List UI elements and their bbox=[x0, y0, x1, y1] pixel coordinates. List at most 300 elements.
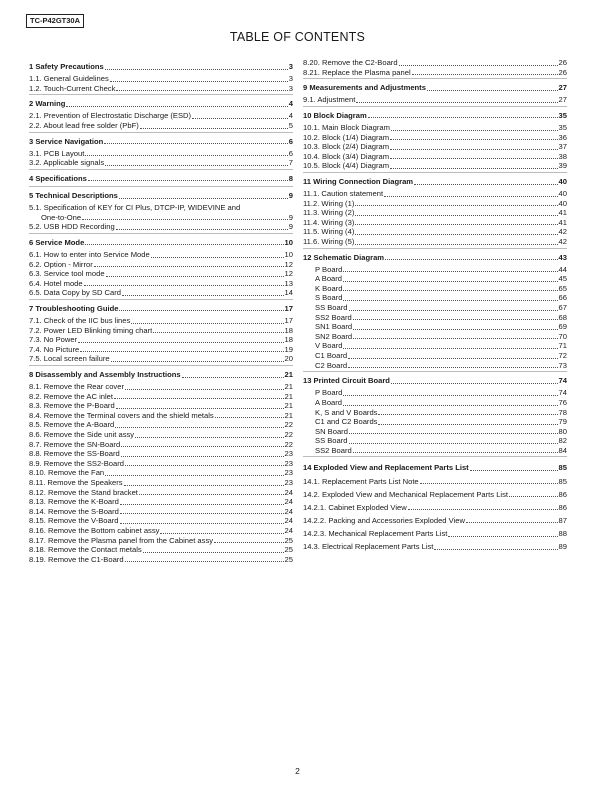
toc-entry[interactable] bbox=[303, 341, 567, 351]
dot-leader bbox=[214, 542, 284, 543]
toc-page-number: 19 bbox=[284, 344, 293, 354]
toc-entry-title: 11.4. Wiring (3) bbox=[303, 217, 355, 227]
toc-page-number: 73 bbox=[558, 360, 567, 370]
dot-leader bbox=[390, 168, 557, 169]
toc-page-number: 66 bbox=[558, 293, 567, 303]
toc-page-number: 24 bbox=[284, 525, 293, 535]
toc-page-number: 71 bbox=[558, 341, 567, 351]
dot-leader bbox=[399, 65, 558, 66]
toc-entry-title: SS2 Board bbox=[315, 312, 352, 322]
dot-leader bbox=[88, 180, 288, 181]
toc-entry-title: 11.3. Wiring (2) bbox=[303, 208, 355, 218]
toc-entry[interactable] bbox=[29, 149, 293, 159]
dot-leader bbox=[94, 266, 284, 267]
dot-leader bbox=[343, 271, 557, 272]
toc-entry[interactable] bbox=[303, 208, 567, 218]
dot-leader bbox=[121, 446, 283, 447]
toc-entry[interactable] bbox=[303, 227, 567, 237]
toc-entry[interactable] bbox=[29, 411, 293, 421]
toc-page-number: 22 bbox=[284, 439, 293, 449]
toc-page-number: 3 bbox=[288, 83, 293, 93]
toc-entry-title: 8 Disassembly and Assembly Instructions bbox=[29, 369, 181, 379]
toc-entry-title: 4 Specifications bbox=[29, 173, 87, 183]
toc-entry-title: 6.4. Hotel mode bbox=[29, 278, 83, 288]
toc-entry-title: 8.2. Remove the AC inlet bbox=[29, 391, 113, 401]
dot-leader bbox=[349, 310, 558, 311]
dot-leader bbox=[414, 184, 557, 185]
toc-entry[interactable] bbox=[29, 459, 293, 469]
dot-leader bbox=[355, 244, 557, 245]
toc-entry-title: K Board bbox=[315, 283, 343, 293]
toc-entry[interactable] bbox=[303, 436, 567, 446]
toc-page-number: 25 bbox=[284, 545, 293, 555]
toc-entry[interactable] bbox=[303, 446, 567, 456]
dot-leader bbox=[391, 130, 558, 131]
dot-leader bbox=[115, 427, 283, 428]
section-separator bbox=[303, 78, 567, 79]
toc-entry[interactable] bbox=[29, 507, 293, 517]
toc-entry[interactable] bbox=[303, 218, 567, 228]
toc-entry[interactable] bbox=[29, 222, 293, 232]
toc-entry-title: 7 Troubleshooting Guide bbox=[29, 303, 119, 313]
toc-entry-title: 11.2. Wiring (1) bbox=[303, 198, 355, 208]
dot-leader bbox=[356, 102, 557, 103]
toc-entry[interactable] bbox=[303, 123, 567, 133]
dot-leader bbox=[116, 229, 288, 230]
toc-page-number: 87 bbox=[558, 515, 567, 525]
toc-entry[interactable] bbox=[303, 322, 567, 332]
toc-entry-title: C2 Board bbox=[315, 360, 348, 370]
toc-entry[interactable] bbox=[29, 316, 293, 326]
toc-page-number: 10 bbox=[284, 237, 293, 247]
toc-page-number: 45 bbox=[558, 274, 567, 284]
toc-page-number: 22 bbox=[284, 430, 293, 439]
dot-leader bbox=[343, 290, 557, 291]
toc-page-number: 21 bbox=[284, 369, 293, 379]
toc-page-number: 41 bbox=[558, 208, 567, 218]
dot-leader bbox=[215, 417, 284, 418]
toc-page-number: 24 bbox=[284, 516, 293, 526]
dot-leader bbox=[139, 494, 284, 495]
toc-entry[interactable] bbox=[29, 516, 293, 526]
dot-leader bbox=[119, 198, 288, 199]
toc-entry-title: 8.13. Remove the K-Board bbox=[29, 497, 119, 507]
toc-entry[interactable] bbox=[303, 516, 567, 526]
toc-entry-title: 14.2. Exploded View and Mechanical Replacement Parts List bbox=[303, 489, 509, 499]
toc-page-number: 89 bbox=[558, 542, 567, 552]
toc-page-number: 86 bbox=[558, 502, 567, 512]
dot-leader bbox=[120, 504, 284, 505]
toc-entry[interactable] bbox=[303, 529, 567, 539]
toc-page-number: 21 bbox=[284, 410, 293, 420]
toc-entry[interactable] bbox=[29, 488, 293, 498]
toc-entry[interactable] bbox=[303, 332, 567, 342]
toc-entry-title: 10 Block Diagram bbox=[303, 110, 367, 120]
toc-page-number: 40 bbox=[558, 198, 567, 208]
dot-leader bbox=[343, 300, 557, 301]
dot-leader bbox=[420, 483, 558, 484]
toc-page-number: 12 bbox=[284, 259, 293, 269]
toc-page-number: 9 bbox=[288, 212, 293, 222]
toc-entry[interactable] bbox=[29, 203, 293, 222]
toc-entry[interactable] bbox=[303, 427, 567, 437]
toc-entry[interactable] bbox=[29, 392, 293, 402]
toc-page-number: 35 bbox=[558, 110, 567, 120]
dot-leader bbox=[353, 329, 557, 330]
toc-entry-title: 6 Service Mode bbox=[29, 237, 85, 247]
dot-leader bbox=[343, 405, 558, 406]
dot-leader bbox=[143, 552, 284, 553]
dot-leader bbox=[343, 281, 558, 282]
toc-entry[interactable] bbox=[303, 398, 567, 408]
toc-entry-title: A Board bbox=[315, 397, 343, 407]
section-separator bbox=[29, 94, 293, 95]
toc-page-number: 3 bbox=[288, 62, 293, 71]
toc-page-number: 85 bbox=[558, 476, 567, 486]
toc-page-number: 40 bbox=[558, 189, 567, 199]
dot-leader bbox=[131, 323, 283, 324]
toc-entry[interactable] bbox=[29, 545, 293, 555]
toc-page-number: 42 bbox=[558, 227, 567, 237]
toc-entry[interactable] bbox=[29, 382, 293, 392]
toc-page-number: 76 bbox=[558, 397, 567, 407]
toc-entry-title: 13 Printed Circuit Board bbox=[303, 376, 390, 386]
toc-page-number: 69 bbox=[558, 322, 567, 332]
toc-entry[interactable] bbox=[303, 303, 567, 313]
toc-entry[interactable] bbox=[303, 199, 567, 209]
toc-entry[interactable] bbox=[303, 490, 567, 500]
toc-entry[interactable] bbox=[303, 161, 567, 171]
toc-entry[interactable] bbox=[29, 345, 293, 355]
toc-section-heading[interactable] bbox=[29, 191, 293, 201]
dot-leader bbox=[122, 295, 284, 296]
toc-page-number: 9 bbox=[288, 222, 293, 232]
section-separator bbox=[29, 132, 293, 133]
section-separator bbox=[303, 371, 567, 372]
toc-page-number: 4 bbox=[288, 99, 293, 109]
toc-entry[interactable] bbox=[29, 250, 293, 260]
toc-section-heading[interactable] bbox=[29, 370, 293, 380]
toc-entry-title: 10.4. Block (3/4) Diagram bbox=[303, 151, 390, 161]
toc-entry-title: 7.3. No Power bbox=[29, 335, 78, 345]
toc-entry[interactable] bbox=[303, 408, 567, 418]
toc-entry[interactable] bbox=[29, 497, 293, 507]
toc-entry-title: 8.10. Remove the Fan bbox=[29, 468, 105, 478]
dot-leader bbox=[470, 470, 558, 471]
toc-entry-title: 11.6. Wiring (5) bbox=[303, 237, 355, 246]
toc-entry-title: 5.1. Specification of KEY for CI Plus, DTCP-IP, WIDEVINE and bbox=[29, 203, 241, 213]
dot-leader bbox=[104, 143, 287, 144]
dot-leader bbox=[384, 196, 557, 197]
dot-leader bbox=[434, 549, 557, 550]
toc-page-number: 5 bbox=[288, 120, 293, 130]
toc-entry-continuation bbox=[29, 213, 293, 223]
toc-page-number: 27 bbox=[558, 95, 567, 105]
toc-page-number: 25 bbox=[284, 535, 293, 545]
toc-entry-title: S Board bbox=[315, 293, 343, 303]
toc-entry-title: 11.1. Caution statement bbox=[303, 189, 384, 199]
toc-entry[interactable] bbox=[303, 388, 567, 398]
toc-entry-title: 8.4. Remove the Terminal covers and the shield metals bbox=[29, 410, 214, 420]
dot-leader bbox=[355, 205, 557, 206]
toc-page-number: 20 bbox=[284, 354, 293, 364]
toc-entry-title: SS2 Board bbox=[315, 445, 352, 455]
toc-entry[interactable] bbox=[29, 526, 293, 536]
toc-page-number: 23 bbox=[284, 449, 293, 459]
toc-entry[interactable] bbox=[29, 536, 293, 546]
toc-entry[interactable] bbox=[29, 555, 293, 565]
dot-leader bbox=[160, 533, 283, 534]
toc-page-number: 42 bbox=[558, 237, 567, 246]
toc-page-number: 24 bbox=[284, 506, 293, 516]
toc-entry[interactable] bbox=[29, 430, 293, 440]
section-separator bbox=[29, 365, 293, 366]
toc-entry-title: 7.4. No Picture bbox=[29, 344, 80, 354]
toc-entry-title: P Board bbox=[315, 388, 343, 398]
dot-leader bbox=[121, 456, 284, 457]
toc-section-heading[interactable] bbox=[303, 253, 567, 263]
toc-page-number: 80 bbox=[558, 426, 567, 436]
toc-entry[interactable] bbox=[303, 68, 567, 78]
dot-leader bbox=[140, 128, 288, 129]
dot-leader bbox=[343, 348, 557, 349]
toc-entry[interactable] bbox=[29, 269, 293, 279]
dot-leader bbox=[348, 358, 557, 359]
dot-leader bbox=[466, 522, 558, 523]
toc-entry-title: 14.3. Electrical Replacement Parts List bbox=[303, 542, 434, 552]
toc-entry[interactable] bbox=[303, 361, 567, 371]
toc-entry[interactable] bbox=[303, 417, 567, 427]
dot-leader bbox=[135, 437, 283, 438]
toc-entry-title: 8.3. Remove the P-Board bbox=[29, 401, 115, 411]
toc-entry-title: 14.2.2. Packing and Accessories Exploded View bbox=[303, 515, 465, 525]
toc-section-heading[interactable] bbox=[303, 177, 567, 187]
toc-entry[interactable] bbox=[29, 74, 293, 84]
toc-page-number: 14 bbox=[284, 288, 293, 298]
toc-section-heading[interactable] bbox=[29, 62, 293, 72]
toc-page-number: 24 bbox=[284, 487, 293, 497]
toc-section-heading[interactable] bbox=[29, 238, 293, 248]
dot-leader bbox=[85, 244, 283, 245]
toc-page-number: 35 bbox=[558, 122, 567, 132]
dot-leader bbox=[353, 338, 557, 339]
toc-entry[interactable] bbox=[29, 111, 293, 121]
toc-entry-title: 1.1. General Guidelines bbox=[29, 74, 109, 84]
toc-entry[interactable] bbox=[303, 542, 567, 552]
dot-leader bbox=[427, 90, 558, 91]
toc-entry-title: 8.15. Remove the V-Board bbox=[29, 516, 119, 526]
dot-leader bbox=[111, 361, 284, 362]
toc-entry[interactable] bbox=[29, 335, 293, 345]
section-separator bbox=[29, 186, 293, 187]
dot-leader bbox=[85, 155, 287, 156]
toc-entry[interactable] bbox=[303, 133, 567, 143]
toc-entry[interactable] bbox=[29, 121, 293, 131]
toc-entry-title: 6.1. How to enter into Service Mode bbox=[29, 249, 150, 259]
toc-entry-title: 8.14. Remove the S-Board bbox=[29, 506, 119, 516]
toc-entry-title: 1.2. Touch-Current Check bbox=[29, 83, 116, 93]
toc-page-number: 38 bbox=[558, 151, 567, 161]
toc-section-heading[interactable] bbox=[303, 83, 567, 93]
section-separator bbox=[29, 233, 293, 234]
toc-entry-title: K, S and V Boards bbox=[315, 407, 378, 417]
toc-page-number: 86 bbox=[558, 489, 567, 499]
toc-section-heading[interactable] bbox=[303, 111, 567, 121]
toc-section-heading[interactable] bbox=[303, 376, 567, 386]
toc-page-number: 26 bbox=[558, 67, 567, 77]
toc-entry[interactable] bbox=[303, 503, 567, 513]
toc-entry-title: 10.2. Block (1/4) Diagram bbox=[303, 132, 390, 142]
toc-entry-title: C1 and C2 Boards bbox=[315, 417, 378, 427]
toc-entry[interactable] bbox=[29, 326, 293, 336]
toc-entry-title: 14.1. Replacement Parts List Note bbox=[303, 476, 419, 486]
toc-page-number: 27 bbox=[558, 83, 567, 93]
toc-section-heading[interactable] bbox=[29, 99, 293, 109]
toc-entry[interactable] bbox=[29, 84, 293, 94]
toc-entry[interactable] bbox=[29, 260, 293, 270]
toc-entry-title: 8.19. Remove the C1-Board bbox=[29, 554, 124, 564]
toc-page-number: 43 bbox=[558, 252, 567, 262]
toc-page-number: 9 bbox=[288, 190, 293, 200]
toc-page-number: 39 bbox=[558, 161, 567, 171]
toc-entry-title: 8.21. Replace the Plasma panel bbox=[303, 67, 411, 77]
toc-entry-title-cont: One-to-One bbox=[41, 212, 82, 222]
toc-entry[interactable] bbox=[303, 237, 567, 247]
dot-leader bbox=[448, 536, 557, 537]
toc-page-number: 6 bbox=[288, 136, 293, 146]
toc-page-number: 70 bbox=[558, 331, 567, 341]
toc-entry[interactable] bbox=[303, 351, 567, 361]
dot-leader bbox=[385, 259, 558, 260]
toc-entry-title: V Board bbox=[315, 341, 343, 351]
dot-leader bbox=[348, 367, 557, 368]
toc-page-number: 17 bbox=[284, 315, 293, 325]
dot-leader bbox=[124, 485, 284, 486]
toc-page-number: 18 bbox=[284, 335, 293, 345]
toc-entry[interactable] bbox=[303, 95, 567, 105]
toc-entry[interactable] bbox=[29, 468, 293, 478]
toc-page-number: 21 bbox=[284, 401, 293, 411]
toc-section-heading[interactable] bbox=[303, 463, 567, 473]
toc-entry[interactable] bbox=[303, 284, 567, 294]
toc-page-number: 85 bbox=[558, 463, 567, 473]
toc-entry[interactable] bbox=[29, 158, 293, 168]
dot-leader bbox=[105, 69, 288, 70]
toc-entry[interactable] bbox=[303, 189, 567, 199]
section-separator bbox=[303, 172, 567, 173]
toc-section-heading[interactable] bbox=[29, 174, 293, 184]
toc-page-number: 65 bbox=[558, 283, 567, 293]
dot-leader bbox=[355, 224, 557, 225]
dot-leader bbox=[390, 139, 557, 140]
toc-page-number: 6 bbox=[288, 148, 293, 158]
dot-leader bbox=[390, 149, 557, 150]
dot-leader bbox=[125, 465, 284, 466]
toc-page-number: 12 bbox=[284, 269, 293, 279]
toc-page-number: 23 bbox=[284, 477, 293, 487]
section-separator bbox=[29, 169, 293, 170]
toc-entry-title: 11 Wiring Connection Diagram bbox=[303, 176, 414, 186]
toc-entry[interactable] bbox=[303, 265, 567, 275]
toc-entry-title: 7.2. Power LED Blinking timing chart bbox=[29, 325, 153, 335]
toc-entry[interactable] bbox=[303, 477, 567, 487]
toc-entry-title: SS Board bbox=[315, 303, 348, 313]
dot-leader bbox=[408, 509, 558, 510]
toc-entry[interactable] bbox=[29, 354, 293, 364]
toc-entry-title: 14.2.3. Mechanical Replacement Parts List bbox=[303, 528, 448, 538]
toc-entry-title: 2 Warning bbox=[29, 99, 66, 109]
toc-page-number: 24 bbox=[284, 497, 293, 507]
toc-page-number: 10 bbox=[284, 249, 293, 259]
toc-entry[interactable] bbox=[29, 440, 293, 450]
toc-entry[interactable] bbox=[303, 58, 567, 68]
toc-section-heading[interactable] bbox=[29, 304, 293, 314]
toc-page-number: 26 bbox=[558, 58, 567, 67]
toc-entry[interactable] bbox=[303, 293, 567, 303]
dot-leader bbox=[78, 342, 283, 343]
dot-leader bbox=[82, 219, 288, 220]
toc-entry[interactable] bbox=[29, 288, 293, 298]
dot-leader bbox=[110, 81, 288, 82]
toc-entry-title: 8.8. Remove the SS-Board bbox=[29, 449, 120, 459]
dot-leader bbox=[105, 165, 288, 166]
dot-leader bbox=[368, 117, 558, 118]
toc-page-number: 21 bbox=[284, 391, 293, 401]
toc-page-number: 74 bbox=[558, 376, 567, 386]
toc-page-number: 4 bbox=[288, 111, 293, 121]
toc-entry-title: 9 Measurements and Adjustments bbox=[303, 83, 426, 93]
toc-entry-title: 8.6. Remove the Side unit assy bbox=[29, 430, 135, 439]
dot-leader bbox=[349, 433, 558, 434]
dot-leader bbox=[390, 158, 557, 159]
dot-leader bbox=[116, 90, 287, 91]
dot-leader bbox=[391, 383, 558, 384]
toc-page-number: 25 bbox=[284, 554, 293, 564]
toc-entry[interactable] bbox=[303, 152, 567, 162]
dot-leader bbox=[355, 215, 557, 216]
toc-entry-title: 9.1. Adjustment bbox=[303, 95, 356, 105]
dot-leader bbox=[106, 276, 284, 277]
toc-entry-title: 8.7. Remove the SN-Board bbox=[29, 439, 121, 449]
section-separator bbox=[29, 299, 293, 300]
toc-entry[interactable] bbox=[29, 401, 293, 411]
toc-entry[interactable] bbox=[29, 279, 293, 289]
toc-entry[interactable] bbox=[29, 420, 293, 430]
toc-entry-title: P Board bbox=[315, 264, 343, 274]
toc-section-heading[interactable] bbox=[29, 137, 293, 147]
section-separator bbox=[303, 248, 567, 249]
toc-entry-title: 10.1. Main Block Diagram bbox=[303, 122, 390, 132]
dot-leader bbox=[116, 408, 284, 409]
toc-page-number: 40 bbox=[558, 176, 567, 186]
toc-entry-title: 10.5. Block (4/4) Diagram bbox=[303, 161, 390, 171]
toc-entry[interactable] bbox=[303, 142, 567, 152]
toc-page-number: 72 bbox=[558, 351, 567, 361]
toc-entry[interactable] bbox=[29, 478, 293, 488]
toc-entry[interactable] bbox=[29, 449, 293, 459]
toc-entry-title: 7.5. Local screen failure bbox=[29, 354, 110, 364]
toc-page-number: 84 bbox=[558, 445, 567, 455]
toc-page-number: 74 bbox=[558, 388, 567, 398]
dot-leader bbox=[509, 496, 558, 497]
toc-entry[interactable] bbox=[303, 313, 567, 323]
toc-entry[interactable] bbox=[303, 274, 567, 284]
toc-entry-title: SS Board bbox=[315, 436, 348, 446]
section-separator bbox=[303, 456, 567, 457]
toc-entry-title: 8.1. Remove the Rear cover bbox=[29, 382, 124, 392]
dot-leader bbox=[343, 395, 557, 396]
toc-entry-title: 8.20. Remove the C2-Board bbox=[303, 58, 398, 67]
